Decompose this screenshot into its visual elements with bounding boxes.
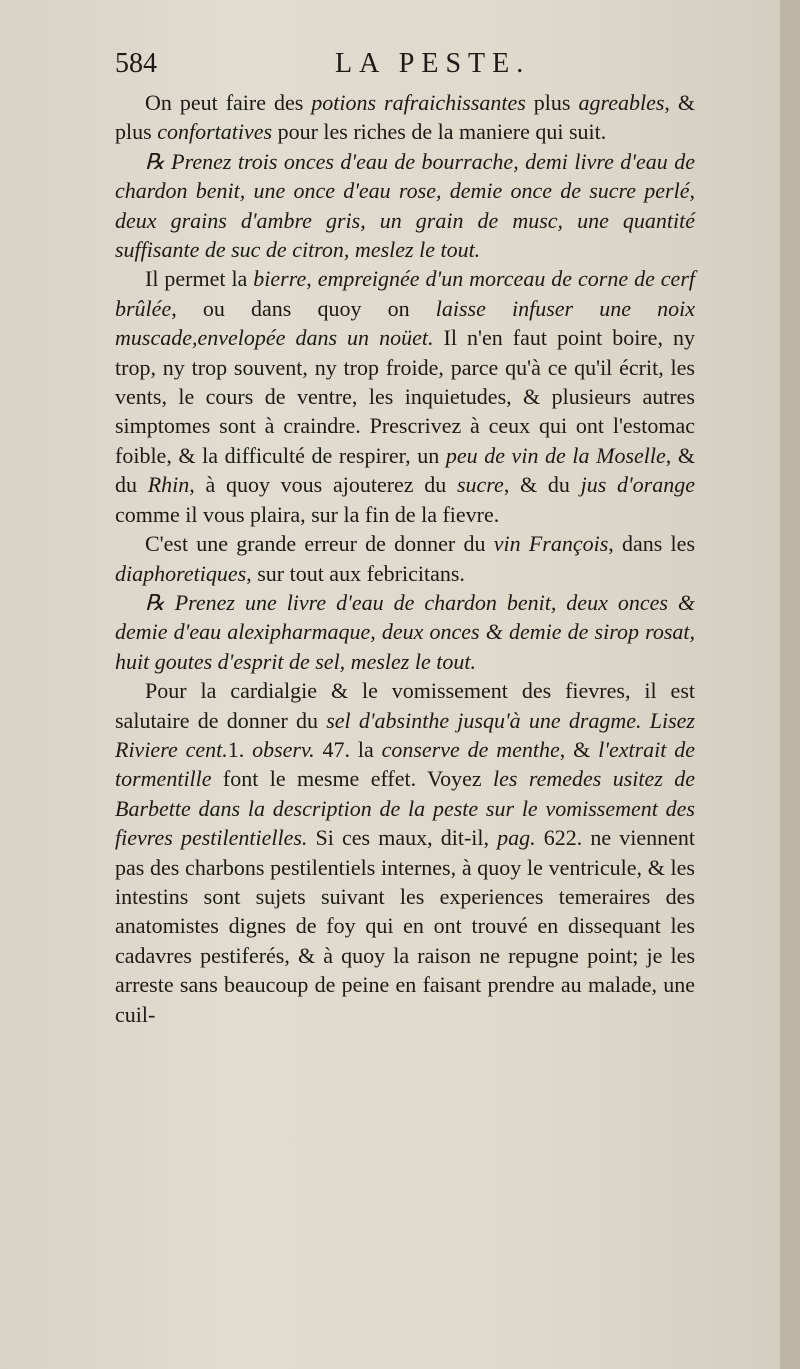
paragraph-4 (115, 676, 695, 1029)
text-run: , dans les (608, 531, 695, 557)
text-run: , & du (503, 472, 581, 498)
text-run: , & du (115, 442, 695, 498)
page-header (115, 48, 695, 90)
text-run: comme il vous plaira, sur la fin de la fievre. (115, 501, 500, 527)
italic-run: potions rafraichissantes (311, 90, 526, 115)
italic-run: pag. (497, 825, 536, 851)
running-title: LA PESTE. (335, 48, 531, 79)
text-run: , (306, 266, 318, 292)
italic-run: jus d'orange (580, 472, 695, 498)
page-edge (780, 0, 800, 1369)
page-number: 584 (115, 48, 157, 79)
text-run: pour les riches de la maniere qui suit. (272, 119, 607, 145)
text-run: Pour la cardialgie & le vomissement des fievres, il est salutaire de donner du (115, 678, 695, 733)
italic-run: laisse infuser une noix muscade,envelopée dans un noüet. (115, 295, 695, 351)
italic-run: l'extrait de tormentille (115, 736, 696, 792)
text-run: 47. la (314, 736, 382, 762)
italic-run: diaphoretiques (115, 560, 247, 586)
text-run: font le mesme effet. Voyez (211, 766, 494, 792)
text-run: , & (559, 736, 599, 762)
text-run: , & plus (115, 90, 695, 145)
italic-run: vin François (493, 531, 609, 557)
paragraph-1 (115, 88, 695, 147)
text-run: C'est une grande erreur de donner du (145, 531, 494, 557)
italic-run: sucre (456, 472, 504, 498)
text-run: Il permet la (145, 266, 254, 292)
italic-run: Rhin (147, 472, 190, 498)
italic-run: peu de vin de la Moselle (445, 442, 666, 468)
italic-run: sel d'absinthe jusqu'à une dragme. Lisez Riviere cent. (115, 707, 695, 762)
text-run: Si ces maux, dit-il, (307, 825, 498, 851)
text-run: On peut faire des (145, 90, 312, 115)
text-run: , sur tout aux febricitans. (246, 560, 465, 586)
recipe-1 (115, 147, 695, 265)
paragraph-3 (115, 529, 695, 588)
italic-run: empreignée d'un morceau de corne de cerf brûlée (115, 266, 695, 321)
italic-run: observ. (252, 736, 315, 762)
text-run: , ou dans quoy on (171, 295, 436, 321)
italic-run: ℞ Prenez une livre d'eau de chardon benit, deux onces & demie d'eau alexipharmaque, deux onces & demie de sirop rosat, huit goutes d'esprit de sel, meslez le tout. (115, 589, 695, 674)
italic-run: agreables (578, 90, 665, 115)
text-run: Il n'en faut point boire, ny trop, ny trop souvent, ny trop froide, parce qu'à ce qu'il écrit, les vents, le cours de ventre, les inquietudes, & plusieurs autres simptomes sont à craindre. Prescrivez à ceux qui ont l'estomac foible, & la difficulté de respirer, un (115, 325, 695, 468)
italic-run: ℞ Prenez trois onces d'eau de bourrache, demi livre d'eau de chardon benit, une once d'eau rose, demie once de sucre perlé, deux grains d'ambre gris, un grain de musc, une quantité suffisante de suc de citron, meslez le tout. (115, 148, 695, 263)
text-run: 622. ne viennent pas des charbons pestilentiels internes, à quoy le ventricule, & les intestins sont sujets suivant les experiences temeraires des anatomistes dignes de foy qui en ont trouvé en dissequant les cadavres pestiferés, & à quoy la raison ne repugne point; je les arreste sans beaucoup de peine en faisant prendre au malade, une cuil- (115, 825, 696, 1027)
italic-run: conserve de menthe (381, 736, 560, 762)
recipe-2 (115, 588, 695, 676)
text-run: , à quoy vous ajouterez du (189, 472, 457, 498)
italic-run: les remedes usitez de Barbette dans la description de la peste sur le vomissement des fievres pestilentielles. (115, 766, 695, 851)
paragraph-2 (115, 264, 695, 529)
text-run: plus (525, 90, 579, 115)
text-run: 1. (227, 736, 253, 762)
italic-run: bierre (253, 266, 307, 292)
body-text (115, 88, 695, 1029)
italic-run: confortatives (157, 119, 273, 145)
